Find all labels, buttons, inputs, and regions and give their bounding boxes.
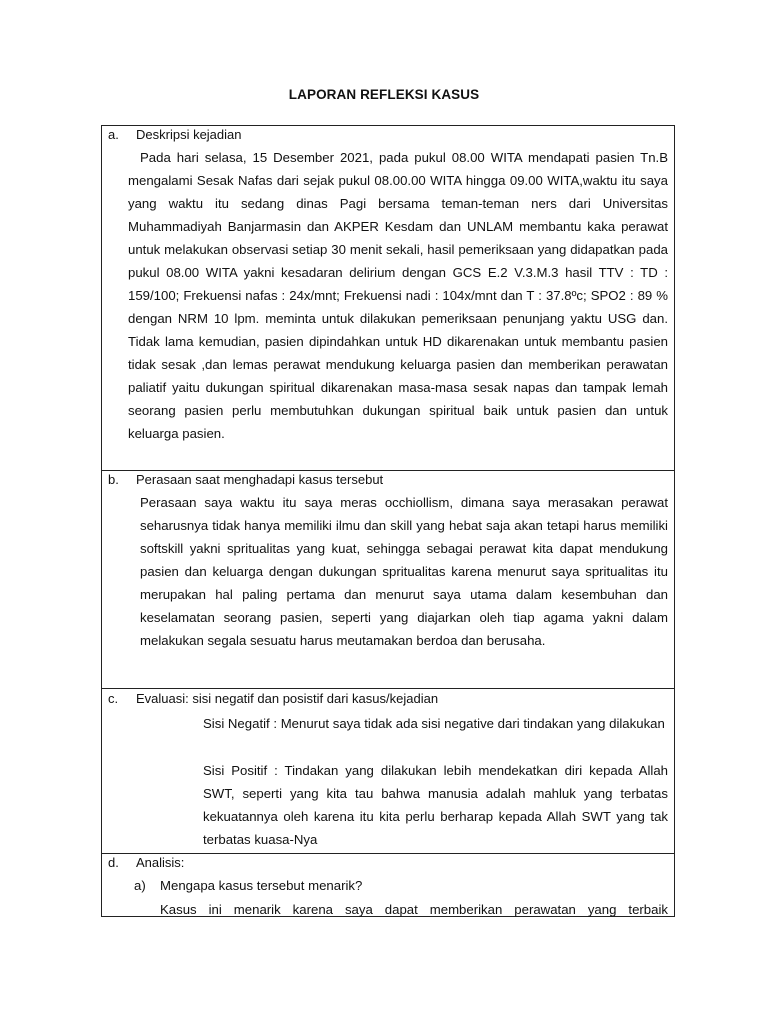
section-a-heading <box>108 127 242 143</box>
section-b-body: Perasaan saya waktu itu saya meras occhiollism, dimana saya merasakan perawat seharusnya tidak hanya memiliki ilmu dan skill yang hebat saja akan tetapi harus memiliki softskill yakni spritualitas yang kuat, sehingga sebagai perawat kita dapat mendukung pasien dan keluarga dengan dukungan spritualitas karena menurut saya spritualitas itu merupakan hal paling pertama dan menurut saya utama dalam kesembuhan dan keselamatan seorang pasien, seperti yang diajarkan oleh tiap agama yakni dalam melakukan segala sesuatu harus meutamakan berdoa dan berusaha. <box>140 495 668 648</box>
section-b-letter: b. <box>108 472 119 487</box>
section-d-body: Kasus ini menarik karena saya dapat memberikan perawatan yang terbaik <box>160 902 668 917</box>
section-c-positif: Sisi Positif : Tindakan yang dilakukan lebih mendekatkan diri kepada Allah SWT, seperti yang kita tau bahwa manusia adalah mahluk yang terbatas kekuatannya oleh karena itu kita perlu berharap kepada Allah SWT yang tak terbatas kuasa-Nya <box>203 763 668 847</box>
section-a-letter: a. <box>108 127 119 142</box>
section-d-letter: d. <box>108 855 119 870</box>
section-d-question <box>134 878 362 894</box>
section-d-heading <box>108 855 184 871</box>
page-title: LAPORAN REFLEKSI KASUS <box>288 87 480 102</box>
section-b-heading <box>108 472 383 488</box>
section-c-negatif: Sisi Negatif : Menurut saya tidak ada sisi negative dari tindakan yang dilakukan <box>203 716 665 731</box>
section-b-title: Perasaan saat menghadapi kasus tersebut <box>136 472 384 487</box>
section-c-heading <box>108 691 438 707</box>
section-a-body: Pada hari selasa, 15 Desember 2021, pada pukul 08.00 WITA mendapati pasien Tn.B mengalami Sesak Nafas dari sejak pukul 08.00.00 WITA hingga 09.00 WITA,waktu itu saya yang waktu itu sedang dinas Pagi bersama teman-teman ners dari Universitas Muhammadiyah Banjarmasin dan AKPER Kesdam dan UNLAM membantu kaka perawat untuk melakukan observasi setiap 30 menit sekali, hasil pemeriksaan yang didapatkan pada pukul 08.00 WITA yakni kesadaran delirium dengan GCS E.2 V.3.M.3 hasil TTV : TD : 159/100; Frekuensi nafas : 24x/mnt; Frekuensi nadi : 104x/mnt dan T : 37.8ºc; SPO2 : 89 % dengan NRM 10 lpm. meminta untuk dilakukan pemeriksaan penunjang yaktu USG dan. Tidak lama kemudian, pasien dipindahkan untuk HD dikarenakan untuk membantu pasien tidak sesak ,dan lemas perawat mendukung keluarga pasien dan memberikan perawatan paliatif yaitu dukungan spiritual dikarenakan masa-masa sesak napas dan tampak lemah seorang pasien perlu membutuhkan dukungan spiritual baik untuk pasien dan untuk keluarga pasien. <box>128 150 668 441</box>
section-d-title: Analisis: <box>136 855 185 870</box>
section-d-box <box>101 853 675 917</box>
section-c-title: Evaluasi: sisi negatif dan posistif dari kasus/kejadian <box>136 691 439 706</box>
section-b-box <box>101 470 675 689</box>
section-c-letter: c. <box>108 691 119 706</box>
section-d-sub-letter: a) <box>134 878 146 893</box>
section-d-sub-title: Mengapa kasus tersebut menarik? <box>160 878 363 893</box>
section-c-box <box>101 688 675 854</box>
section-a-title: Deskripsi kejadian <box>136 127 242 142</box>
section-a-box <box>101 125 675 471</box>
